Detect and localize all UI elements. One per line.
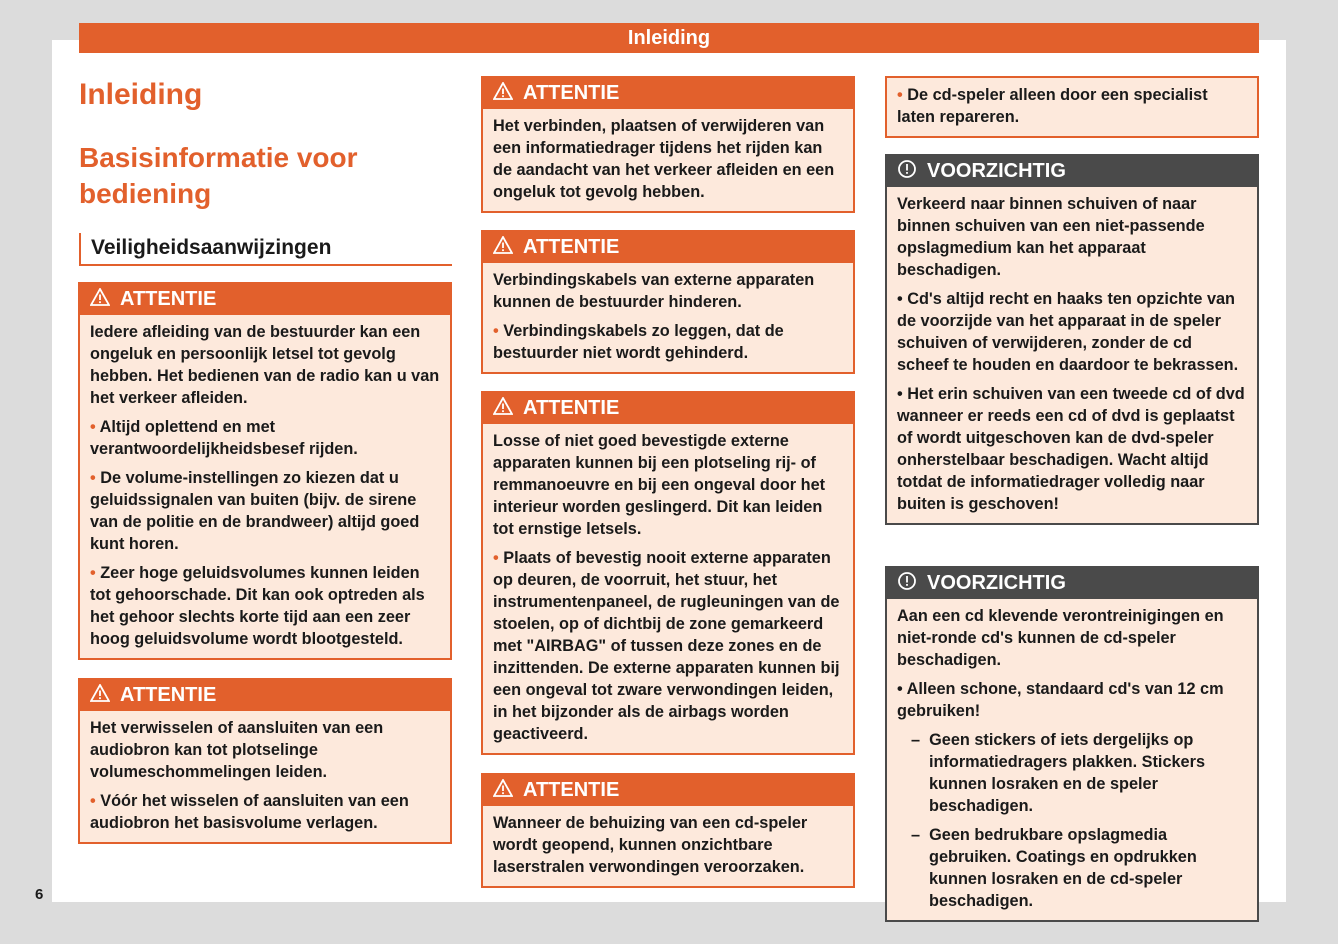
section-title: Basisinformatie voor bediening (79, 142, 358, 209)
box-body (887, 599, 1257, 920)
warning-header (483, 393, 853, 424)
running-header: Inleiding (79, 23, 1259, 53)
caution-header (887, 156, 1257, 187)
box-intro: Het verbinden, plaatsen of verwijderen van een informatiedrager tijdens het rijden kan de aandacht van het verkeer afleiden en een ongeluk tot gevolg hebben. (493, 117, 835, 201)
warning-triangle-icon (493, 82, 523, 106)
warning-header (483, 232, 853, 263)
box-intro: Aan een cd klevende verontreinigingen en niet-ronde cd's kunnen de cd-speler beschadigen. (897, 607, 1224, 669)
caution-label: VOORZICHTIG (927, 160, 1066, 182)
exclamation-circle-icon (897, 571, 927, 597)
warning-triangle-icon (90, 684, 120, 708)
warning-box (481, 230, 855, 374)
bullet-item: • Altijd oplettend en met verantwoordelijkheidsbesef rijden. (90, 416, 440, 460)
warning-header (483, 78, 853, 109)
warning-triangle-icon (493, 236, 523, 260)
caution-header (887, 568, 1257, 599)
warning-label: ATTENTIE (523, 397, 620, 419)
warning-header (80, 680, 450, 711)
bullet-item: • Cd's altijd recht en haaks ten opzichte van de voorzijde van het apparaat in de speler schuiven of verwijderen, zonder de cd scheef te houden en daardoor te bekrassen. (897, 288, 1247, 376)
warning-box (481, 76, 855, 213)
warning-box-continued (885, 76, 1259, 138)
warning-triangle-icon (493, 397, 523, 421)
dash-item: – Geen bedrukbare opslagmedia gebruiken. Coatings en opdrukken kunnen losraken en de cd-speler beschadigen. (897, 824, 1247, 912)
warning-box (481, 773, 855, 888)
box-body (483, 424, 853, 753)
bullet-item: • Plaats of bevestig nooit externe apparaten op deuren, de voorruit, het stuur, het instrumentenpaneel, de rugleuningen van de stoelen, op of dichtbij de zone gemarkeerd met "AIRBAG" of tussen deze zones en de inzittenden. De externe apparaten kunnen bij een ongeval tot zware verwondingen leiden, in het bijzonder als de airbags worden geactiveerd. (493, 547, 843, 745)
warning-header (80, 284, 450, 315)
warning-label: ATTENTIE (120, 684, 217, 706)
exclamation-circle-icon (897, 159, 927, 185)
warning-label: ATTENTIE (523, 779, 620, 801)
warning-box (78, 282, 452, 660)
box-body (483, 806, 853, 886)
warning-triangle-icon (493, 779, 523, 803)
warning-box (78, 678, 452, 844)
bullet-item: • Verbindingskabels zo leggen, dat de bestuurder niet wordt gehinderd. (493, 320, 843, 364)
box-intro: Verkeerd naar binnen schuiven of naar binnen schuiven van een niet-passende opslagmedium kan het apparaat beschadigen. (897, 195, 1205, 279)
warning-label: ATTENTIE (120, 288, 217, 310)
bullet-item: • Vóór het wisselen of aansluiten van een audiobron het basisvolume verlagen. (90, 790, 440, 834)
box-intro: Wanneer de behuizing van een cd-speler wordt geopend, kunnen onzichtbare laserstralen verwondingen veroorzaken. (493, 814, 808, 876)
warning-box (481, 391, 855, 755)
bullet-item: • De cd-speler alleen door een specialist laten repareren. (897, 84, 1247, 128)
subsection-title: Veiligheidsaanwijzingen (79, 233, 452, 266)
bullet-item: • Het erin schuiven van een tweede cd of dvd wanneer er reeds een cd of dvd is geplaatst of wordt uitgeschoven kan de dvd-speler onherstelbaar beschadigen. Wacht altijd totdat de informatiedrager volledig naar buiten is geschoven! (897, 383, 1247, 515)
caution-box (885, 566, 1259, 922)
warning-label: ATTENTIE (523, 236, 620, 258)
caution-label: VOORZICHTIG (927, 572, 1066, 594)
box-intro: Iedere afleiding van de bestuurder kan een ongeluk en persoonlijk letsel tot gevolg hebben. Het bedienen van de radio kan u van het verkeer afleiden. (90, 323, 440, 407)
box-body (887, 187, 1257, 523)
box-body (483, 109, 853, 211)
caution-box (885, 154, 1259, 525)
warning-triangle-icon (90, 288, 120, 312)
box-body (483, 263, 853, 372)
bullet-item: • De volume-instellingen zo kiezen dat u geluidssignalen van buiten (bijv. de sirene van de politie en de brandweer) altijd goed kunt horen. (90, 467, 440, 555)
chapter-title: Inleiding (79, 78, 203, 111)
bullet-item: • Zeer hoge geluidsvolumes kunnen leiden tot gehoorschade. Dit kan ook optreden als het gehoor slechts korte tijd aan een zeer hoog geluidsvolume wordt blootgesteld. (90, 562, 440, 650)
box-intro: Verbindingskabels van externe apparaten kunnen de bestuurder hinderen. (493, 271, 815, 311)
dash-item: – Geen stickers of iets dergelijks op informatiedragers plakken. Stickers kunnen losraken en de speler beschadigen. (897, 729, 1247, 817)
box-body (887, 78, 1257, 136)
box-intro: Losse of niet goed bevestigde externe apparaten kunnen bij een plotseling rij- of remmanoeuvre en bij een ongeval door het interieur worden geslingerd. Dit kan leiden tot ernstige letsels. (493, 432, 826, 538)
box-intro: Het verwisselen of aansluiten van een audiobron kan tot plotselinge volumeschommelingen leiden. (90, 719, 384, 781)
warning-label: ATTENTIE (523, 82, 620, 104)
warning-header (483, 775, 853, 806)
bullet-item: • Alleen schone, standaard cd's van 12 cm gebruiken! (897, 678, 1247, 722)
page-number: 6 (35, 886, 44, 903)
box-body (80, 315, 450, 658)
box-body (80, 711, 450, 842)
